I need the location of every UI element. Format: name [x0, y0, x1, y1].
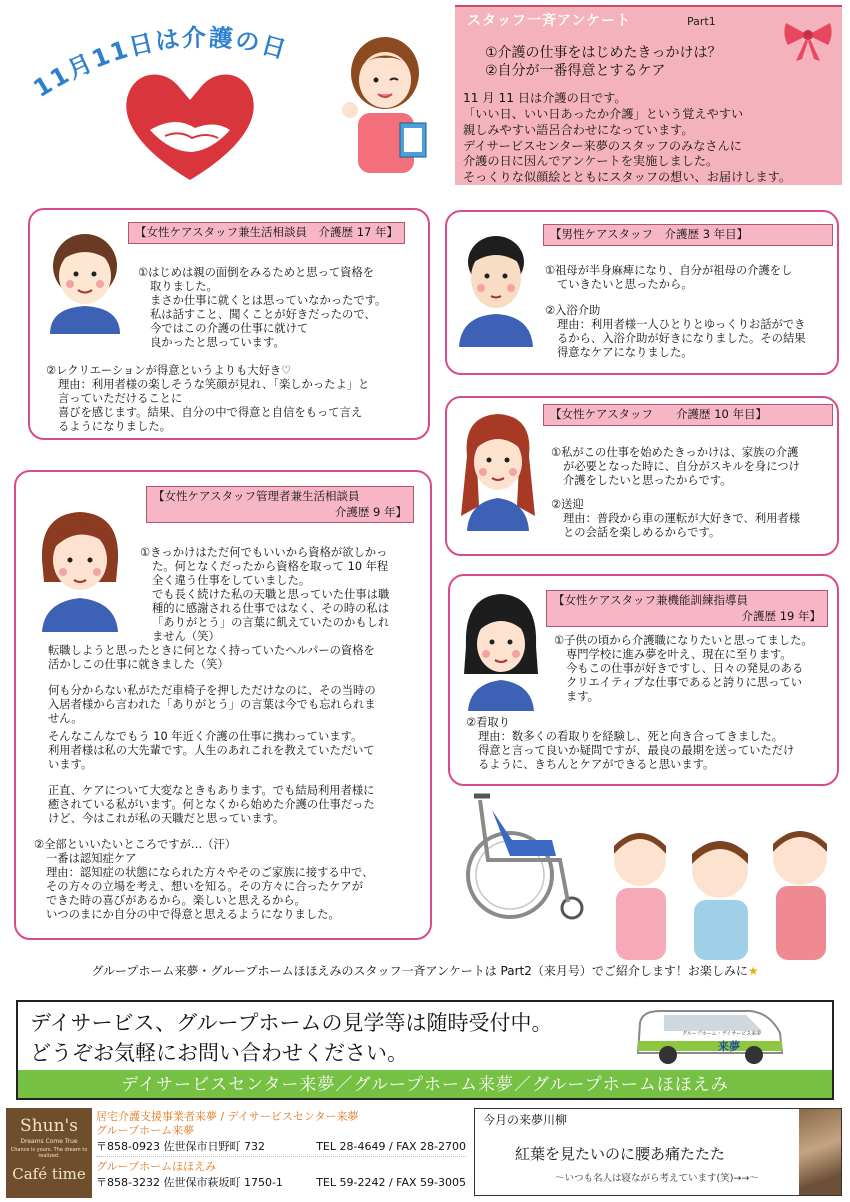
answer-2: ②入浴介助 理由：利用者様一人ひとりとゆっくりお話ができ るから、入浴介助が好きになりました。その結果 得意なケアになりました。 [545, 304, 806, 359]
senryu-note: ～いつも名人は寝ながら考えています(笑)→→～ [555, 1173, 759, 1184]
staff-badge: 【女性ケアスタッフ 介護歴 10 年目】 [543, 404, 833, 426]
answer-1: ①私がこの仕事を始めたきっかけは、家族の介護 が必要となった時に、自分がスキルを身につけ 介護をしたいと思ったからです。 [551, 446, 800, 487]
answer-1-paragraph: そんなこんなでもう 10 年近く介護の仕事に携わっています。 利用者様は私の大先輩です。人生のあれこれを教えていただいて います。 [48, 730, 375, 771]
three-staff-illustration [600, 810, 840, 960]
star-icon: ★ [747, 964, 759, 978]
staff-card-4 [14, 470, 432, 940]
monthly-senryu-box [474, 1108, 842, 1196]
cafe-logo: Shun's Dreams Come True Chance is yours. The dream to realized. Café time [6, 1108, 92, 1198]
survey-questions: ①介護の仕事をはじめたきっかけは？ ②自分が一番得意とするケア [485, 45, 722, 79]
answer-1: ①はじめは親の面倒をみるためと思って資格を 取りました。 まさか仕事に就くとは思っていなかったです。 私は話すこと、聞くことが好きだったので、 今ではこの介護の仕事に就けて 良かったと思っています。 [138, 266, 387, 349]
senryu-title: 今月の来夢川柳 [483, 1113, 568, 1127]
portrait-illustration [451, 222, 541, 350]
staff-card-1 [28, 208, 430, 440]
van-illustration [630, 1005, 790, 1067]
svg-text:11月11日は介護の日: 11月11日は介護の日 [30, 23, 291, 103]
staff-badge: 【女性ケアスタッフ兼生活相談員 介護歴 17 年】 [128, 222, 405, 244]
answer-1-paragraph: 正直、ケアについて大変なときもあります。でも結局利用者様に 癒されている私がいます。何となくから始めた介護の仕事だった けど、今はこれが私の天職だと思っています。 [48, 784, 375, 825]
portrait-illustration [40, 224, 130, 337]
survey-part: Part1 [687, 15, 716, 28]
answer-1: ①祖母が半身麻痺になり、自分が祖母の介護をし ていきたいと思ったから。 [545, 264, 793, 291]
staff-mascot-illustration [330, 28, 450, 178]
answer-2: ②看取り 理由：数多くの看取りを経験し、死と向き合ってきました。 得意と言って良いか疑問ですが、最良の最期を送っていただけ るように、きちんとケアができると思います。 [466, 716, 795, 771]
portrait-illustration [456, 586, 546, 714]
answer-1-paragraph: 転職しようと思ったときに何となく持っていたヘルパーの資格を 活かしこの仕事に就きました（笑） [48, 644, 375, 671]
staff-card-5 [448, 574, 839, 786]
wheelchair-illustration [450, 790, 600, 930]
staff-card-3 [445, 396, 839, 556]
banner-line-2: どうぞお気軽にお問い合わせください。 [30, 1041, 408, 1065]
svg-text:グループホーム・デイサービス来夢: グループホーム・デイサービス来夢 [682, 1031, 762, 1037]
svg-text:来夢: 来夢 [718, 1040, 740, 1053]
answer-2: ②送迎 理由：普段から車の運転が大好きで、利用者様 との会話を楽しめるからです。 [551, 498, 801, 539]
staff-badge: 【男性ケアスタッフ 介護歴 3 年目】 [543, 224, 833, 246]
survey-intro-box [455, 5, 842, 185]
staff-badge: 【女性ケアスタッフ兼機能訓練指導員 介護歴 19 年】 [546, 590, 828, 627]
portrait-illustration [30, 502, 130, 635]
ribbon-icon [782, 17, 834, 63]
heart-handshake-illustration [120, 60, 260, 190]
answer-2: ②全部といいたいところですが…（汗） 一番は認知症ケア 理由：認知症の状態になられた方々やそのご家族に接する中で、 その方々の立場を考え、想いを知る。その方々に合ったケアが できた時の喜びがあるから。楽しいと思えるから。 いつのまにか自分の中で得意と思えるようになりました。 [34, 838, 374, 921]
answer-1: ①子供の頃から介護職になりたいと思ってました。 専門学校に進み夢を叶え、現在に至ります。 今もこの仕事が好きですし、日々の発見のある クリエイティブな仕事であると誇りに思ってい ます。 [554, 634, 813, 703]
answer-1: ①きっかけはただ何でもいいから資格が欲しかっ た。何となくだったから資格を取って 10 年程 全く違う仕事をしていました。 でも長く続けた私の天職と思っていた仕事は職 種的に感謝される仕事ではなく、その時の私は 「ありがとう」の言葉に飢えていたのかもしれ ません（笑） [140, 546, 390, 643]
contact-addresses: 居宅介護支援事業者来夢 / デイサービスセンター来夢 グループホーム来夢 〒858-0923 佐世保市日野町 732 TEL 28-4649 / FAX 28-2700 グループホームほほえみ 〒858-3232 佐世保市萩坂町 1750-1 TEL 59-2242 / FAX 59-3005 [96, 1110, 466, 1189]
senryu-verse: 紅葉を見たいのに腰あ痛たたた [515, 1145, 726, 1163]
banner-line-1: デイサービス、グループホームの見学等は随時受付中。 [30, 1011, 553, 1035]
next-issue-announcement: グループホーム来夢・グループホームほほえみのスタッフ一斉アンケートは Part2（来月号）でご紹介します！お楽しみに★ [91, 964, 759, 978]
survey-body: 11 月 11 日は介護の日です。 「いい日、いい日あったか介護」という覚えやすい 親しみやすい語呂合わせになっています。 デイサービスセンター来夢のスタッフのみなさんに 介護の日に因んでアンケートを実施しました。 そっくりな似顔絵とともにスタッフの想い、お届けします。 [463, 91, 792, 185]
survey-title: スタッフ一斉アンケート [467, 13, 632, 29]
answer-2: ②レクリエーションが得意というよりも大好き♡ 理由：利用者様の楽しそうな笑顔が見れ、「楽しかったよ」と 言っていただけることに 喜びを感じます。結果、自分の中で得意と自信をもって言え るようになりました。 [46, 364, 370, 433]
staff-badge: 【女性ケアスタッフ管理者兼生活相談員 介護歴 9 年】 [146, 486, 414, 523]
staff-card-2 [445, 210, 839, 375]
answer-1-paragraph: 何も分からない私がただ車椅子を押しただけなのに、その当時の 入居者様から言われた「ありがとう」の言葉は今でも忘れられま せん。 [48, 684, 376, 725]
senryu-photo [799, 1109, 841, 1195]
facility-names-bar: デイサービスセンター来夢／グループホーム来夢／グループホームほほえみ [16, 1070, 834, 1100]
portrait-illustration [453, 406, 543, 534]
